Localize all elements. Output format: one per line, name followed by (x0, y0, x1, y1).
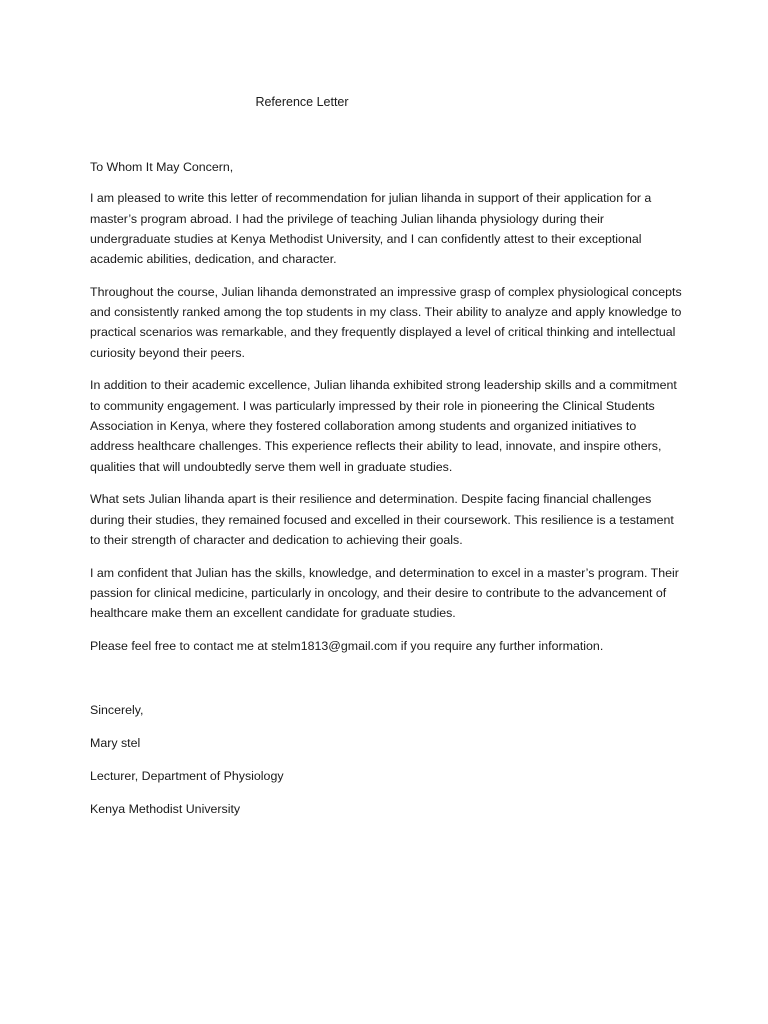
paragraph-contact: Please feel free to contact me at stelm1813@gmail.com if you require any further information. (90, 638, 604, 653)
closing: Sincerely, (90, 703, 144, 718)
paragraph-academic: Throughout the course, Julian lihanda demonstrated an impressive grasp of complex physiological concepts and consistently ranked among the top students in my class. Their ability to analyze and apply knowledge to practical scenarios was remarkable, and they frequently displayed a level of critical thinking and intellectual curiosity beyond their peers. (90, 284, 682, 360)
paragraph-confidence: I am confident that Julian has the skills, knowledge, and determination to excel in a master’s program. Their passion for clinical medicine, particularly in oncology, and their desire to contribute to the advancement of healthcare make them an excellent candidate for graduate studies. (90, 565, 679, 621)
signer-name: Mary stel (90, 736, 141, 751)
salutation: To Whom It May Concern, (90, 160, 234, 174)
letter-body (90, 157, 682, 832)
paragraph-leadership: In addition to their academic excellence, Julian lihanda exhibited strong leadership skills and a commitment to community engagement. I was particularly impressed by their role in pioneering the Clinical Students Association in Kenya, where they fostered collaboration among students and organized initiatives to address healthcare challenges. This experience reflects their ability to lead, innovate, and inspire others, qualities that will undoubtedly serve them well in graduate studies. (90, 378, 677, 474)
signer-title: Lecturer, Department of Physiology (90, 768, 284, 783)
letter-title: Reference Letter (255, 95, 349, 109)
paragraph-recommendation: I am pleased to write this letter of recommendation for julian lihanda in support of their application for a master’s program abroad. I had the privilege of teaching Julian lihanda physiology during their undergraduate studies at Kenya Methodist University, and I can confidently attest to their exceptional academic abilities, dedication, and character. (90, 191, 652, 267)
signature-block (90, 700, 682, 819)
paragraph-resilience: What sets Julian lihanda apart is their resilience and determination. Despite facing financial challenges during their studies, they remained focused and excelled in their coursework. This resilience is a testament to their strength of character and dedication to achieving their goals. (90, 492, 674, 547)
signer-institution: Kenya Methodist University (90, 801, 241, 816)
